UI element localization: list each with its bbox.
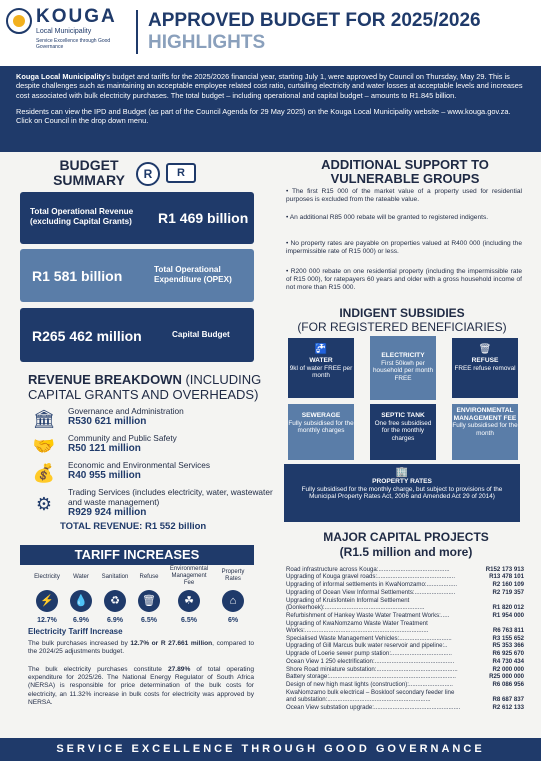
- revenue-breakdown-title-bold: REVENUE BREAKDOWN: [28, 372, 182, 387]
- capital-project-row: [286, 612, 524, 619]
- operational-revenue-box: [20, 192, 254, 244]
- title-line1: APPROVED BUDGET FOR 2025/2026: [148, 10, 481, 31]
- indigent-subsidies-title: [286, 306, 518, 334]
- revenue-item-community: [26, 433, 266, 459]
- tariff-head-property-rates: Property Rates: [221, 569, 245, 582]
- lightning-icon: ⚡: [36, 590, 58, 612]
- logo-name: KOUGA: [36, 6, 117, 27]
- capital-project-label: Ocean View substation upgrade:...................................................: [286, 704, 461, 711]
- opex-value: R1 581 billion: [32, 268, 123, 284]
- eti-text: The bulk purchases increased by: [28, 640, 131, 647]
- refuse-bin-icon: 🗑: [478, 344, 492, 355]
- capital-project-label: Upgrading of Gill Marcus bulk water reservoir and pipeline:..: [286, 642, 448, 649]
- capital-project-label: Upgrading of KwaNomzamo Waste Water Treatment Works:.........................................................................: [286, 620, 429, 635]
- tariff-pct-refuse: 6.5%: [141, 617, 157, 624]
- capital-project-row: [286, 573, 524, 580]
- money-bag-icon: 💰: [32, 463, 56, 483]
- tile-title: ENVIRONMENTAL MANAGEMENT FEE: [453, 407, 517, 422]
- tile-text: Fully subsidised for the month: [452, 422, 518, 437]
- capital-project-row: [286, 597, 524, 611]
- capital-project-label: Refurbishment of Hankey Waste Water Treatment Works:.....: [286, 612, 450, 619]
- revenue-item-amount: R929 924 million: [68, 507, 147, 518]
- capital-project-label: Upgrading of Kouga gravel roads:..............................................: [286, 573, 456, 580]
- capital-project-amount: R2 000 000: [492, 666, 524, 673]
- rand-note-icon: R: [166, 163, 196, 183]
- subsidy-tile-property-rates: [284, 464, 520, 522]
- tile-title: SEPTIC TANK: [381, 412, 425, 419]
- capital-project-amount: R3 155 652: [492, 635, 524, 642]
- subsidy-tile-sewerage: [288, 404, 354, 460]
- header: [0, 0, 541, 66]
- tile-title: SEWERAGE: [301, 412, 341, 419]
- capital-project-row: [286, 658, 524, 665]
- capital-project-label: Specialised Waste Management Vehicles:...............................: [286, 635, 452, 642]
- capital-project-amount: R6 086 956: [492, 681, 524, 688]
- capital-project-row: [286, 673, 524, 680]
- capital-project-label: Upgrading of informal settlements in KwaNomzamo:..................: [286, 581, 458, 588]
- capital-project-row: [286, 681, 524, 688]
- footer-tagline: SERVICE EXCELLENCE THROUGH GOOD GOVERNANCE: [0, 738, 541, 761]
- tile-text: Fully subsidised for the monthly charges: [288, 419, 354, 434]
- eti-text: , compared to the 2024/25 adjustments budget.: [28, 640, 254, 656]
- logo-tagline: Service Excellence through Good Governance: [36, 38, 111, 50]
- tile-title: PROPERTY RATES: [372, 478, 432, 485]
- subsidy-tile-electricity: [370, 336, 436, 400]
- capital-project-amount: R1 954 000: [492, 612, 524, 619]
- electricity-tariff-paragraph-2: [28, 666, 254, 707]
- tile-title: WATER: [309, 357, 333, 364]
- capital-projects-title-line2: (R1.5 million and more): [339, 545, 473, 559]
- intro-text-1: 's budget and tariffs for the 2025/2026 financial year, starting July 1, were approved by Council on Thursday, May 29. This is despite challenges such as maintaining an acceptable employee related cost ratio, curtailing electricity and water losses at acceptable levels and increases cost associated with bulk electricity purchases. The total budget – including operational and capital budget – amounts to R1.845 billion.: [16, 72, 523, 100]
- intro-paragraph-2: Residents can view the IPD and Budget (as part of the Council Agenda for 29 May 2025) on the Kouga Local Municipality website – www.kouga.gov.za. Click on Council in the drop down menu.: [16, 106, 511, 126]
- capital-project-label: Upgrading of Ocean View Informal Settlements:........................: [286, 589, 456, 596]
- revenue-breakdown-title-light: (INCLUDING CAPITAL GRANTS AND OVERHEADS): [28, 372, 262, 402]
- tile-text: FREE refuse removal: [454, 364, 516, 372]
- opex-label: Total Operational Expenditure (OPEX): [154, 265, 232, 284]
- tile-text: One free subsidised for the monthly charges: [374, 419, 432, 442]
- gears-icon: ⚙: [35, 494, 53, 514]
- capital-project-amount: R6 925 670: [492, 650, 524, 657]
- revenue-item-amount: R40 955 million: [68, 470, 141, 481]
- capital-project-label: Upgrade of Loerie sewer pump station:....................................: [286, 650, 452, 657]
- revenue-item-governance: [26, 406, 266, 432]
- tariff-head-electricity: Electricity: [34, 574, 60, 580]
- capital-project-amount: R2 719 357: [492, 589, 524, 596]
- tile-text: Fully subsidised for the monthly charge, but subject to provisions of the Municipal Property Rates Act, 2006 and Amended Act 29 of 2014): [301, 485, 503, 501]
- tariff-head-env-fee: Environmental Management Fee: [169, 566, 209, 586]
- intro-paragraph-1: [16, 72, 525, 100]
- capital-project-row: [286, 589, 524, 596]
- capital-budget-label: Capital Budget: [172, 330, 230, 339]
- logo-subtitle: Local Municipality: [36, 28, 92, 35]
- tariff-increases-title: TARIFF INCREASES: [74, 547, 200, 562]
- tariff-pct-electricity: 12.7%: [37, 617, 57, 624]
- operational-revenue-label: Total Operational Revenue (excluding Capital Grants): [30, 207, 134, 226]
- electricity-tariff-heading: Electricity Tariff Increase: [28, 627, 123, 636]
- capital-project-amount: R152 173 913: [485, 566, 524, 573]
- capital-project-row: [286, 704, 524, 711]
- capital-project-amount: R2 160 109: [492, 581, 524, 588]
- revenue-item-trading: [26, 487, 273, 521]
- sun-logo-icon: [6, 8, 32, 34]
- subsidy-tile-env-fee: [452, 404, 518, 460]
- intro-municipality: Kouga Local Municipality: [16, 72, 106, 81]
- support-bullet: • An additional R85 000 rebate will be granted to registered indigents.: [286, 214, 489, 221]
- revenue-item-label: Economic and Environmental Services: [68, 460, 211, 470]
- total-revenue: TOTAL REVENUE: R1 552 billion: [60, 521, 207, 532]
- eti-text: The bulk electricity purchases constitute: [28, 666, 168, 673]
- revenue-item-amount: R50 121 million: [68, 443, 141, 454]
- tariff-head-refuse: Refuse: [139, 574, 159, 580]
- revenue-item-amount: R530 621 million: [68, 416, 147, 427]
- building-icon: 🏢: [395, 467, 409, 478]
- capital-project-amount: R13 478 101: [489, 573, 524, 580]
- sanitation-icon: ♻: [104, 590, 126, 612]
- indigent-title-line1: INDIGENT SUBSIDIES: [339, 306, 465, 320]
- capital-project-amount: R2 612 133: [492, 704, 524, 711]
- capital-project-row: [286, 689, 524, 703]
- title-line2: HIGHLIGHTS: [148, 32, 266, 53]
- refuse-bin-icon: 🗑: [138, 590, 160, 612]
- tariff-pct-property-rates: 6%: [227, 617, 239, 624]
- subsidy-tile-water: [288, 338, 354, 398]
- electricity-tariff-paragraph-1: [28, 640, 254, 656]
- subsidy-tile-septic-tank: [370, 404, 436, 460]
- capital-budget-box: [20, 308, 254, 362]
- revenue-item-label: Community and Public Safety: [68, 433, 177, 443]
- tile-title: ELECTRICITY: [381, 352, 425, 359]
- capital-project-amount: R8 687 837: [492, 696, 524, 704]
- capital-project-amount: R1 820 012: [492, 604, 524, 612]
- intro-panel: [0, 66, 541, 152]
- subsidy-tile-refuse: [452, 338, 518, 398]
- capital-project-label: KwaNomzamo bulk electrical – Boskloof secondary feeder line and substation:.............................................................: [286, 689, 455, 704]
- capital-project-amount: R5 353 366: [492, 642, 524, 649]
- capital-project-row: [286, 581, 524, 588]
- eti-text: of total operating expenditure for 2025/26. The National Energy Regulator of South Africa (NERSA) is responsible for price determination of the bulk costs for electricity, an 11.32% increase in bulk costs for electricity was approved by NERSA.: [28, 666, 254, 706]
- capital-project-label: Ocean View 1 250 electrification:...............................................: [286, 658, 455, 665]
- government-building-icon: 🏛: [32, 409, 56, 429]
- capital-project-label: Battery storage:...........................................................................: [286, 673, 456, 680]
- capital-project-amount: R25 000 000: [489, 673, 524, 680]
- house-icon: ⌂: [222, 590, 244, 612]
- revenue-item-label: Governance and Administration: [68, 406, 184, 416]
- handshake-icon: 🤝: [32, 436, 56, 456]
- revenue-item-economic: [26, 460, 266, 486]
- support-bullet: • No property rates are payable on properties valued at R400 000 (including the impermissible rate of R15 000) or less.: [286, 240, 522, 256]
- capital-project-amount: R4 730 434: [492, 658, 524, 665]
- support-bullet: • R200 000 rebate on one residential property (including the impermissible rate of R15 000), for ratepayers 60 years and older with a gross household income of not more than R15 000.: [286, 268, 522, 292]
- capital-project-row: [286, 642, 524, 649]
- tile-text: 9kl of water FREE per month: [289, 364, 353, 379]
- tariff-head-water: Water: [73, 574, 89, 580]
- capital-projects-title: [286, 530, 526, 560]
- capital-project-label: Upgrading of Kruisfontein Informal Settlement (Donkerhoek):...........................................................: [286, 597, 425, 612]
- capital-projects-title-line1: MAJOR CAPITAL PROJECTS: [323, 530, 489, 544]
- tariff-pct-water: 6.9%: [73, 617, 89, 624]
- support-bullet: • The first R15 000 of the market value of a property used for residential purposes is excluded from the rateable value.: [286, 188, 522, 204]
- tariff-head-sanitation: Sanitation: [101, 574, 129, 580]
- revenue-breakdown-title: [28, 372, 268, 402]
- eti-bold: 12.7% or R 27.661 million: [130, 640, 213, 647]
- rand-coin-icon: R: [136, 162, 160, 186]
- budget-summary-title: BUDGET SUMMARY: [53, 157, 125, 188]
- capital-project-label: Road infrastructure across Kouga:..........................................: [286, 566, 450, 573]
- capital-project-row: [286, 650, 524, 657]
- capital-project-amount: R6 763 811: [492, 627, 524, 635]
- tile-text: First 50kwh per household per month FREE: [372, 359, 434, 382]
- page-title: [148, 10, 481, 54]
- tile-title: REFUSE: [471, 357, 499, 364]
- tariff-pct-sanitation: 6.9%: [107, 617, 123, 624]
- opex-box: [20, 249, 254, 302]
- kouga-logo: [6, 6, 128, 54]
- tariff-pct-env-fee: 6.5%: [181, 617, 197, 624]
- water-tap-icon: 🚰: [314, 344, 328, 355]
- capital-budget-value: R265 462 million: [32, 328, 142, 344]
- water-drop-icon: 💧: [70, 590, 92, 612]
- operational-revenue-value: R1 469 billion: [158, 210, 249, 226]
- revenue-item-label: Trading Services (includes electricity, water, wastewater and waste management): [68, 487, 273, 507]
- capital-project-row: [286, 620, 524, 634]
- indigent-title-line2: (FOR REGISTERED BENEFICIARIES): [297, 320, 507, 334]
- capital-project-label: Design of new high mast lights (construction):..........................: [286, 681, 453, 688]
- additional-support-title: ADDITIONAL SUPPORT TO VULNERABLE GROUPS: [321, 157, 489, 186]
- capital-project-label: Shore Road miniature substation:................................................: [286, 666, 458, 673]
- header-divider: [136, 10, 138, 54]
- eti-bold: 27.89%: [167, 666, 191, 673]
- environment-leaf-icon: ☘: [178, 590, 200, 612]
